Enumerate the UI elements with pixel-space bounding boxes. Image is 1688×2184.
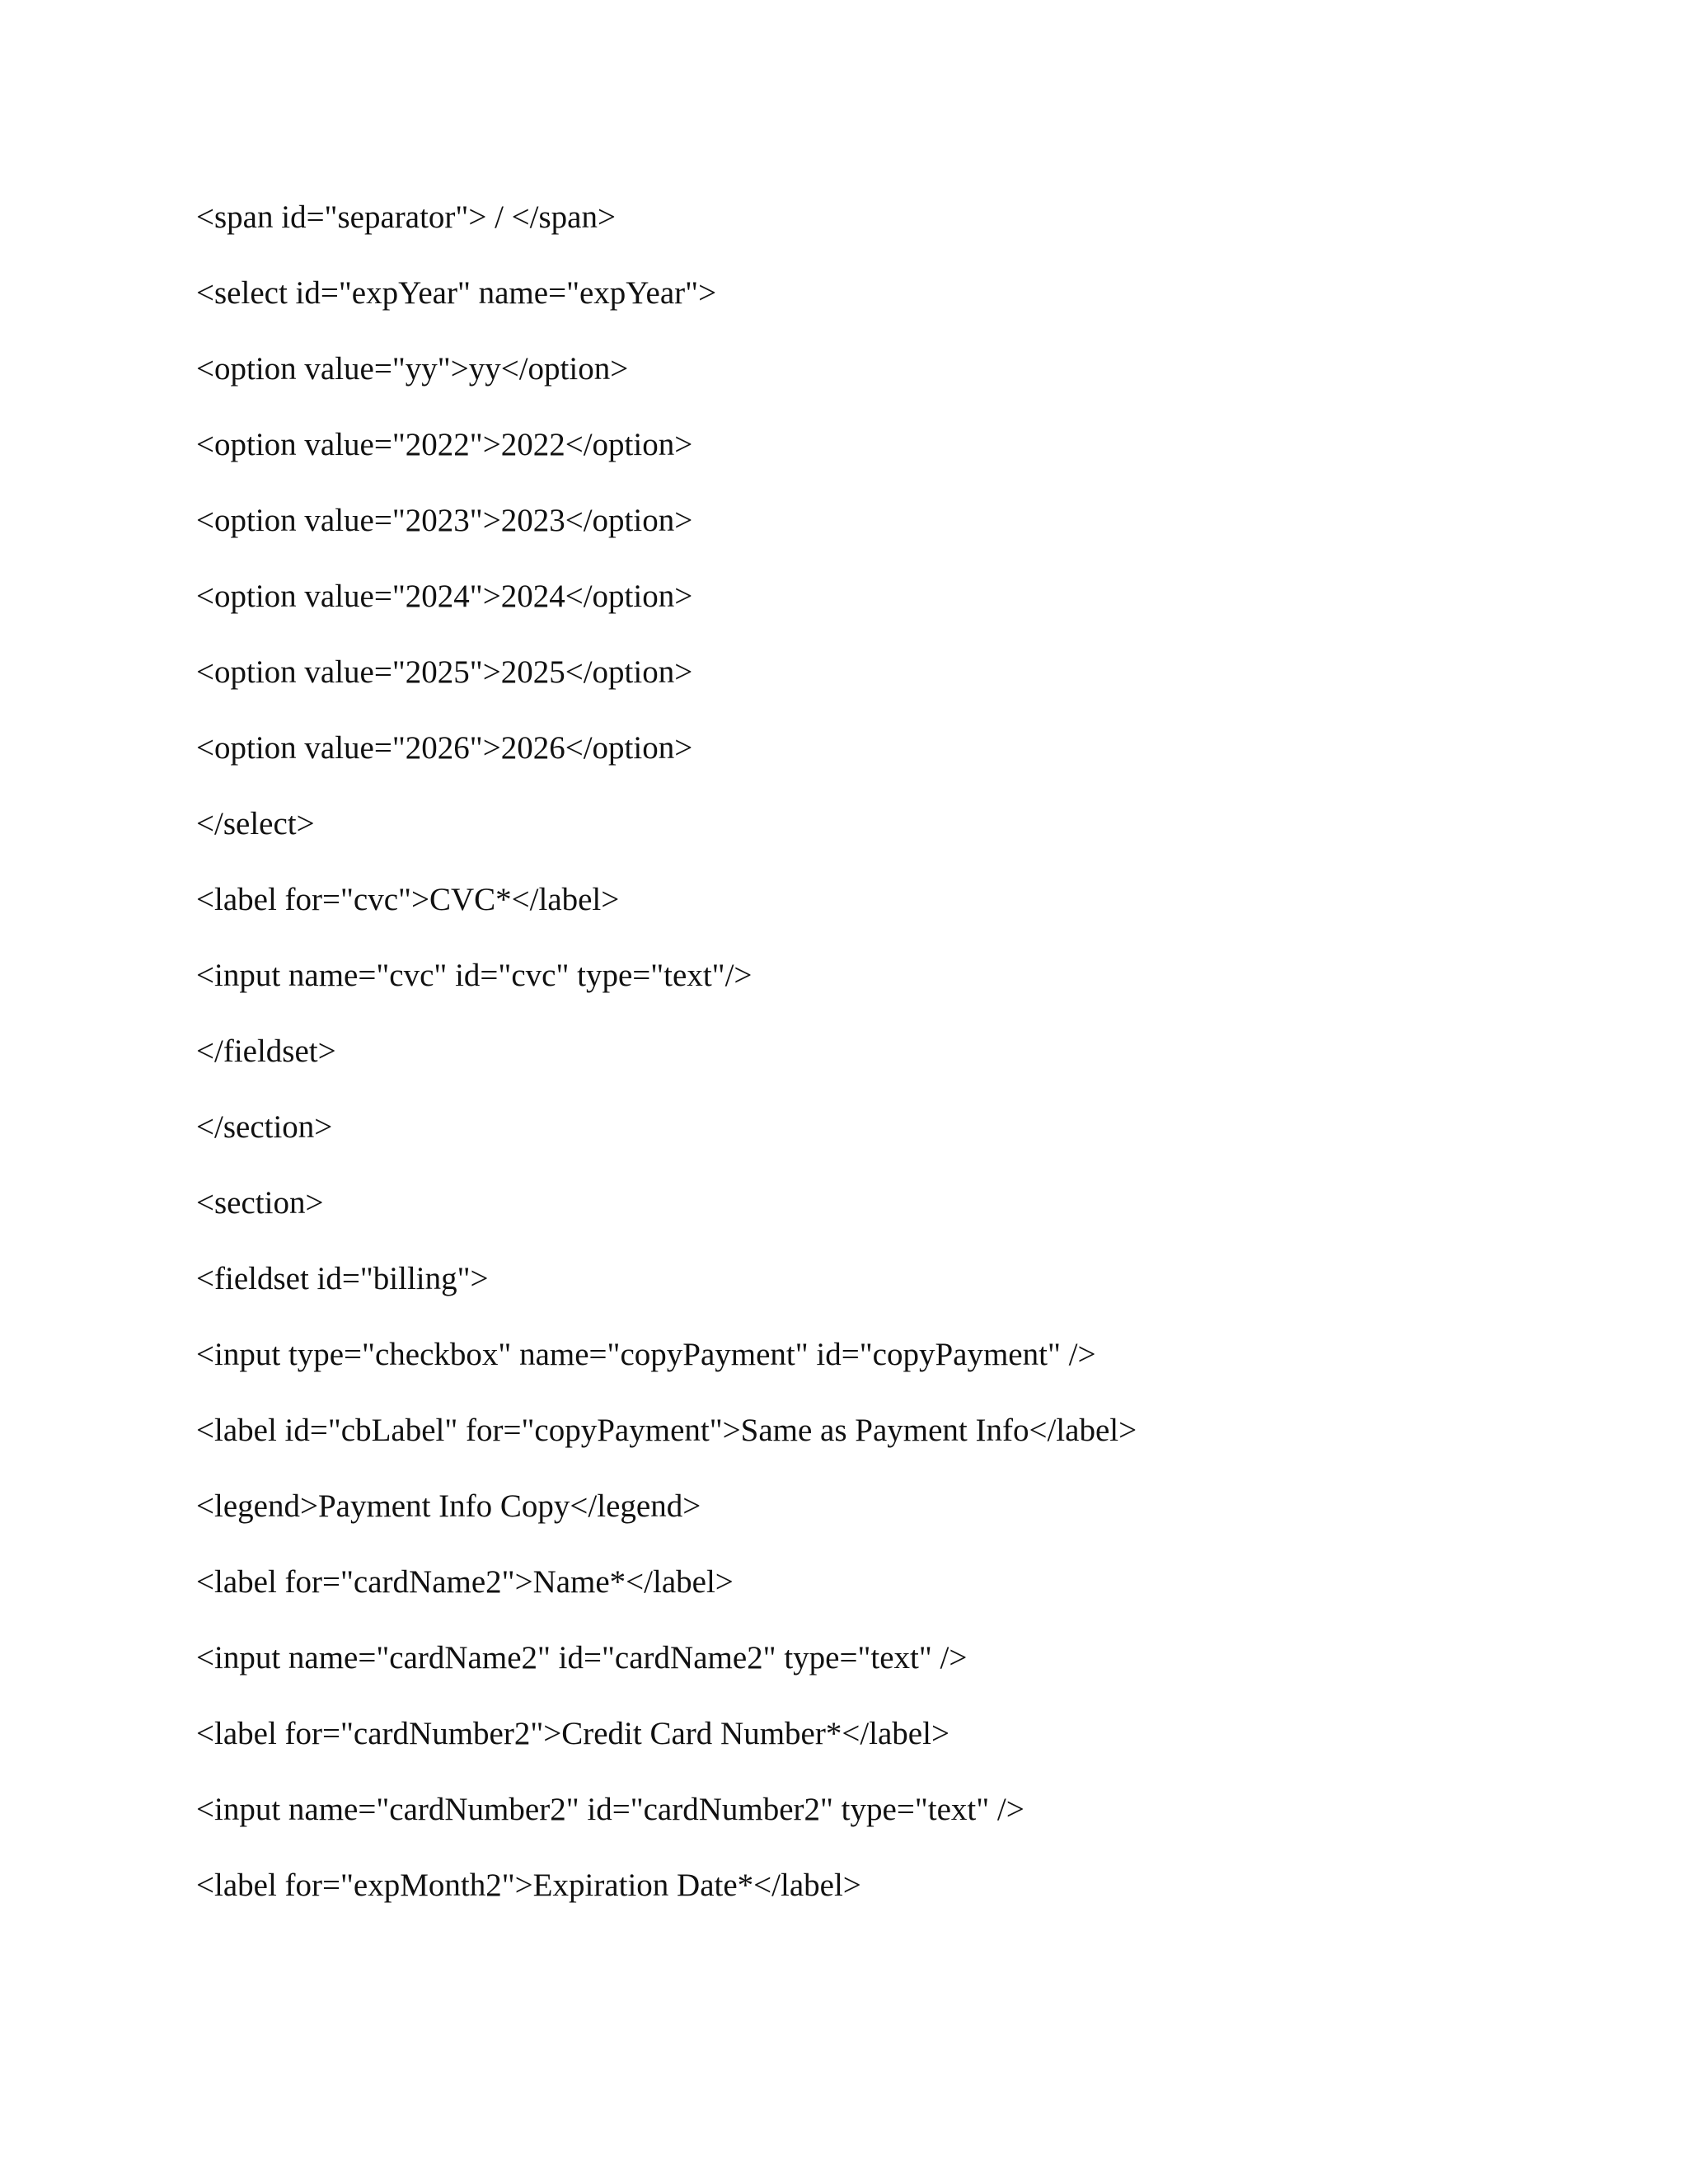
- code-line-label-card-number2: <label for="cardNumber2">Credit Card Number*</label>: [196, 1716, 950, 1751]
- code-line-label-cb: <label id="cbLabel" for="copyPayment">Same as Payment Info</label>: [196, 1413, 1137, 1448]
- code-line-select-open: <select id="expYear" name="expYear">: [196, 275, 717, 311]
- code-line-option-2026: <option value="2026">2026</option>: [196, 730, 693, 766]
- code-line-separator-span: <span id="separator"> / </span>: [196, 199, 616, 235]
- code-line-checkbox-copy-payment: <input type="checkbox" name="copyPayment" id="copyPayment" />: [196, 1337, 1096, 1372]
- code-line-label-exp-month2: <label for="expMonth2">Expiration Date*</label>: [196, 1868, 861, 1903]
- code-line-option-2025: <option value="2025">2025</option>: [196, 654, 693, 690]
- code-line-input-card-number2: <input name="cardNumber2" id="cardNumber2" type="text" />: [196, 1792, 1025, 1827]
- code-line-select-close: </select>: [196, 806, 315, 841]
- code-line-legend: <legend>Payment Info Copy</legend>: [196, 1488, 701, 1524]
- code-listing: [196, 196, 1597, 1940]
- code-line-label-card-name2: <label for="cardName2">Name*</label>: [196, 1564, 734, 1600]
- code-line-section-close: </section>: [196, 1109, 333, 1145]
- code-line-section-open: <section>: [196, 1185, 324, 1221]
- code-line-input-cvc: <input name="cvc" id="cvc" type="text"/>: [196, 958, 753, 993]
- code-line-option-2023: <option value="2023">2023</option>: [196, 503, 693, 538]
- code-line-fieldset-billing: <fieldset id="billing">: [196, 1261, 489, 1296]
- code-line-label-cvc: <label for="cvc">CVC*</label>: [196, 882, 620, 917]
- code-line-option-2024: <option value="2024">2024</option>: [196, 579, 693, 614]
- code-line-option-yy: <option value="yy">yy</option>: [196, 351, 629, 387]
- code-line-input-card-name2: <input name="cardName2" id="cardName2" type="text" />: [196, 1640, 968, 1675]
- code-line-fieldset-close: </fieldset>: [196, 1033, 336, 1069]
- code-line-option-2022: <option value="2022">2022</option>: [196, 427, 693, 462]
